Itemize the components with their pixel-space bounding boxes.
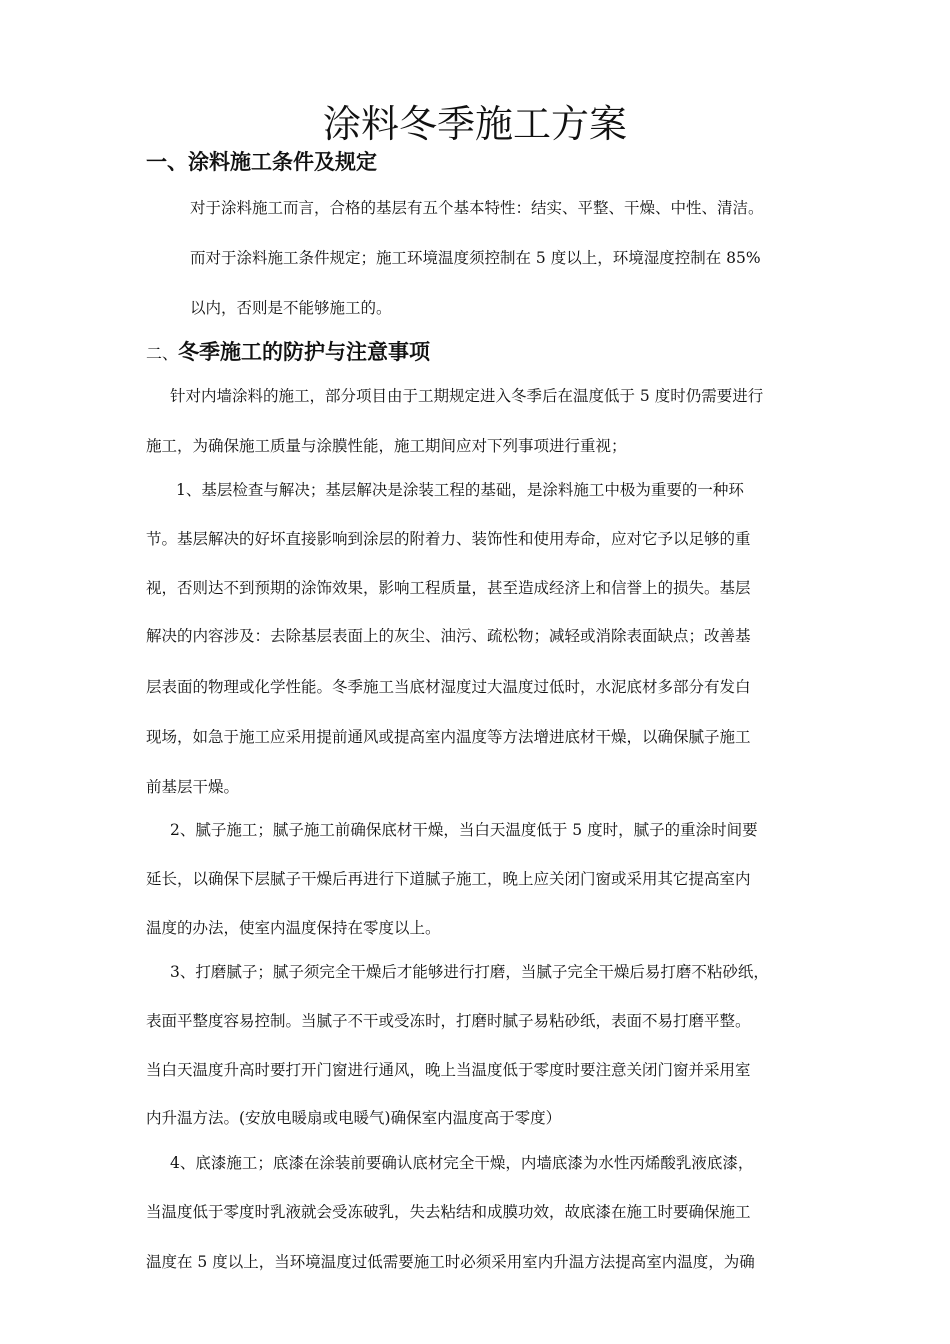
- section-2-line: 1、基层检查与解决；基层解决是涂装工程的基础，是涂料施工中极为重要的一种环: [176, 481, 744, 499]
- section-2-line: 当白天温度升高时要打开门窗进行通风，晚上当温度低于零度时要注意关闭门窗并采用室: [146, 1061, 751, 1079]
- section-2-line: 针对内墙涂料的施工，部分项目由于工期规定进入冬季后在温度低于 5 度时仍需要进行: [170, 387, 764, 405]
- section-2-line: 表面平整度容易控制。当腻子不干或受冻时，打磨时腻子易粘砂纸，表面不易打磨平整。: [146, 1012, 751, 1030]
- section-2-line: 内升温方法。(安放电暖扇或电暖气)确保室内温度高于零度）: [146, 1109, 562, 1127]
- section-2-heading-text: 冬季施工的防护与注意事项: [178, 339, 431, 364]
- section-2-line: 温度的办法，使室内温度保持在零度以上。: [146, 919, 441, 937]
- section-2-line: 4、底漆施工；底漆在涂装前要确认底材完全干燥，内墙底漆为水性丙烯酸乳液底漆，: [170, 1154, 754, 1172]
- document-title: 涂料冬季施工方案: [322, 102, 627, 146]
- section-2-line: 温度在 5 度以上，当环境温度过低需要施工时必须采用室内升温方法提高室内温度，为确: [146, 1253, 755, 1271]
- section-2-line: 解决的内容涉及：去除基层表面上的灰尘、油污、疏松物；减轻或消除表面缺点；改善基: [146, 627, 751, 645]
- section-2-line: 现场，如急于施工应采用提前通风或提高室内温度等方法增进底材干燥，以确保腻子施工: [146, 728, 751, 746]
- section-2-line: 2、腻子施工；腻子施工前确保底材干燥，当白天温度低于 5 度时，腻子的重涂时间要: [170, 821, 758, 839]
- section-2-line: 延长，以确保下层腻子干燥后再进行下道腻子施工，晚上应关闭门窗或采用其它提高室内: [146, 870, 751, 888]
- section-2-heading: [146, 336, 430, 370]
- section-2-line: 视，否则达不到预期的涂饰效果，影响工程质量，甚至造成经济上和信誉上的损失。基层: [146, 579, 751, 597]
- section-2-line: 层表面的物理或化学性能。冬季施工当底材湿度过大温度过低时，水泥底材多部分有发白: [146, 678, 751, 696]
- section-2-line: 3、打磨腻子；腻子须完全干燥后才能够进行打磨，当腻子完全干燥后易打磨不粘砂纸，: [170, 963, 769, 981]
- section-2-line: 施工，为确保施工质量与涂膜性能，施工期间应对下列事项进行重视；: [146, 437, 627, 455]
- section-1-line: 对于涂料施工而言，合格的基层有五个基本特性：结实、平整、干燥、中性、清洁。: [190, 199, 764, 217]
- section-1-line: 以内，否则是不能够施工的。: [190, 299, 392, 317]
- section-1-heading: 一、涂料施工条件及规定: [146, 149, 377, 174]
- section-2-heading-number: 二、: [146, 344, 179, 363]
- section-1-line: 而对于涂料施工条件规定；施工环境温度须控制在 5 度以上，环境湿度控制在 85%: [190, 249, 761, 267]
- section-2-line: 当温度低于零度时乳液就会受冻破乳，失去粘结和成膜功效，故底漆在施工时要确保施工: [146, 1203, 751, 1221]
- section-2-line: 前基层干燥。: [146, 778, 240, 796]
- section-2-line: 节。基层解决的好坏直接影响到涂层的附着力、装饰性和使用寿命，应对它予以足够的重: [146, 530, 751, 548]
